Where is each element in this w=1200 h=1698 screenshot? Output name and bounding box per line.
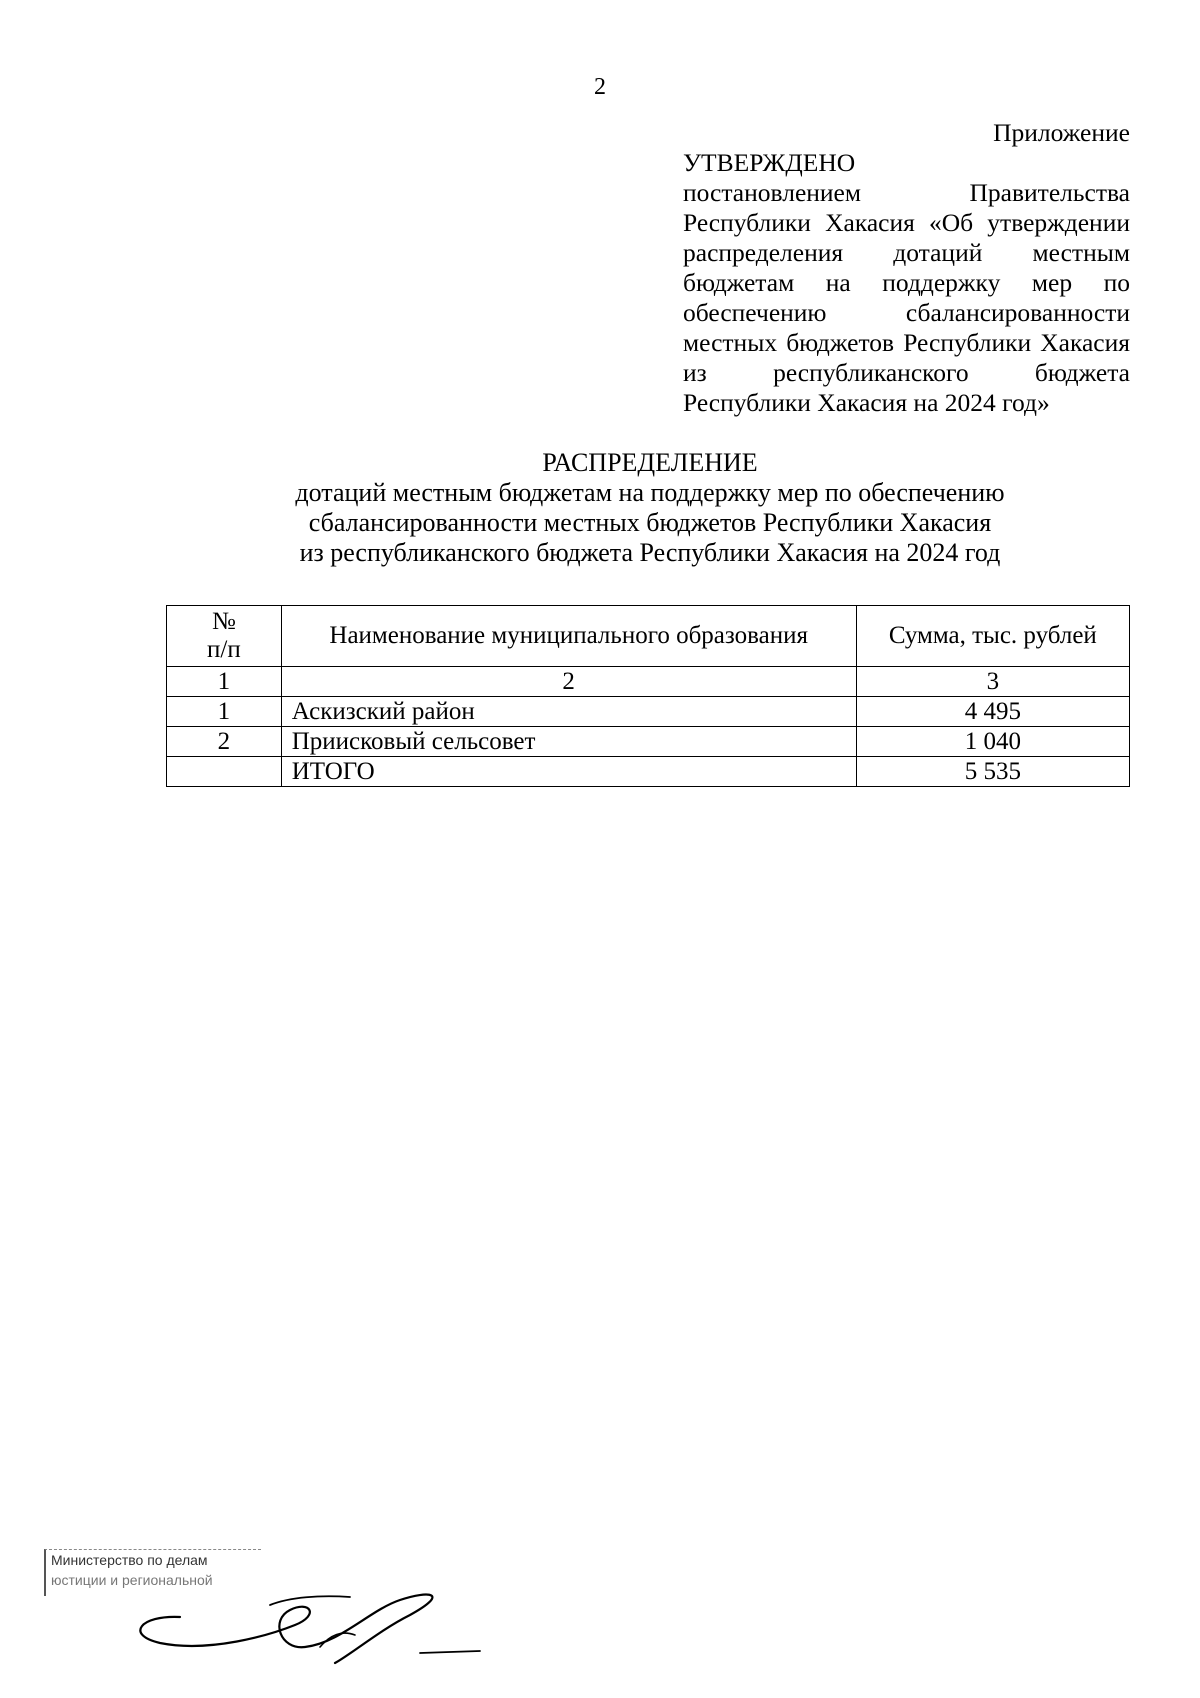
distribution-table	[166, 605, 1130, 787]
table-row	[167, 697, 1130, 727]
heading-line-3: из республиканского бюджета Республики Хакасия на 2024 год	[299, 538, 1001, 567]
header-sum: Сумма, тыс. рублей	[856, 606, 1129, 667]
total-label: ИТОГО	[281, 757, 856, 787]
header-name: Наименование муниципального образования	[281, 606, 856, 667]
column-numbers-row	[167, 667, 1130, 697]
stamp-line-2: юстиции и региональной	[51, 1572, 213, 1588]
column-number-3: 3	[856, 667, 1129, 697]
stamp-line-1: Министерство по делам	[51, 1552, 208, 1568]
heading-line-1: дотаций местным бюджетам на поддержку мер по обеспечению	[295, 478, 1005, 507]
total-num	[167, 757, 282, 787]
signature-mark	[120, 1555, 500, 1665]
total-row	[167, 757, 1130, 787]
heading-line-2: сбалансированности местных бюджетов Республики Хакасия	[308, 508, 992, 537]
decree-text: постановлением Правительства Республики Хакасия «Об утверждении распределения дотаций местным бюджетам на поддержку мер по обеспечению сбалансированности местных бюджетов Республики Хакасия из республиканского бюджета Республики Хакасия на 2024 год»	[683, 178, 1130, 417]
row-sum: 4 495	[856, 697, 1129, 727]
header-num-symbol: №	[211, 608, 236, 635]
row-name: Аскизский район	[281, 697, 856, 727]
document-heading	[150, 448, 1150, 568]
page-number: 2	[594, 74, 606, 100]
approval-block	[683, 118, 1130, 418]
header-num-abbr: п/п	[207, 636, 241, 663]
column-number-2: 2	[281, 667, 856, 697]
table-row	[167, 727, 1130, 757]
total-sum: 5 535	[856, 757, 1129, 787]
row-sum: 1 040	[856, 727, 1129, 757]
approved-label: УТВЕРЖДЕНО	[683, 148, 856, 177]
row-name: Приисковый сельсовет	[281, 727, 856, 757]
row-num: 1	[167, 697, 282, 727]
appendix-label: Приложение	[993, 118, 1130, 147]
document-title: РАСПРЕДЕЛЕНИЕ	[542, 448, 758, 477]
table-header-row	[167, 606, 1130, 667]
row-num: 2	[167, 727, 282, 757]
header-num	[167, 606, 282, 667]
column-number-1: 1	[167, 667, 282, 697]
